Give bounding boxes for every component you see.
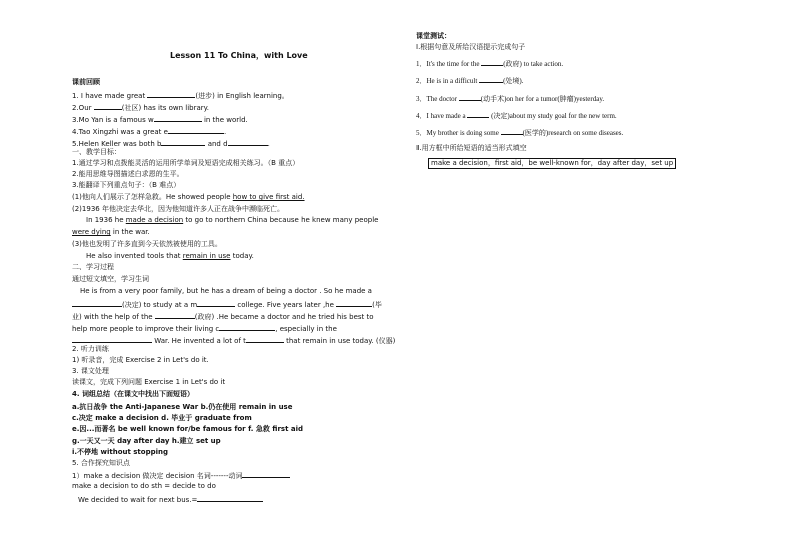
test-item-2: 2．He is in a difficult (处境). (416, 77, 524, 85)
coop-line-3: We decided to wait for next bus.= (78, 494, 263, 505)
review-item-4: 4.Tao Xingzhi was a great e . (72, 128, 227, 136)
review-item-5: 5.Helen Keller was both b and d . (72, 140, 270, 148)
review-heading: 课前回顾 (72, 78, 100, 86)
sentence-2-en-cont: were dying in the war. (72, 228, 150, 236)
process-subheading: 通过短文填空，学习生词 (72, 275, 149, 283)
sentence-1: (1)他向人们展示了怎样急救。He showed people how to give first aid. (72, 193, 305, 201)
coop-line-2: make a decision to do sth = decide to do (72, 482, 216, 490)
sentence-2-cn: (2)1936 年他决定去华北，因为他知道许多人正在战争中濒临死亡。 (72, 205, 284, 213)
phrase-line-2: c.决定 make a decision d. 毕业于 graduate from (72, 414, 252, 422)
page-title: Lesson 11 To China，with Love (170, 51, 308, 60)
test-heading: 课堂测试： (416, 32, 451, 40)
passage-line-3: 业) with the help of the (政府) .He became a doctor and he tried his best to (72, 313, 374, 321)
review-item-1: 1. I have made great (进步) in English learning。 (72, 92, 289, 100)
part-1-heading: Ⅰ.根据句意及所给汉语提示完成句子 (416, 43, 526, 51)
phrase-line-4: g.一天又一天 day after day h.建立 set up (72, 437, 221, 445)
phrase-heading: 4. 词组总结（在课文中找出下面短语） (72, 390, 194, 398)
goal-3: 3.能翻译下列重点句子：（B 难点） (72, 181, 181, 189)
text-heading: 3. 课文处理 (72, 367, 109, 375)
listening-task: 1) 听录音，完成 Exercise 2 in Let's do it. (72, 356, 209, 364)
passage-line-1: He is from a very poor family, but he has a dream of being a doctor . So he made a (80, 287, 372, 295)
sentence-3-en: He also invented tools that remain in use today. (86, 252, 254, 260)
test-item-4: 4．I have made a (决定)about my study goal for the new term. (416, 112, 617, 120)
sentence-3-cn: (3)他也发明了许多直到今天依然被使用的工具。 (72, 240, 222, 248)
sentence-2-en: In 1936 he made a decision to go to northern China because he knew many people (86, 216, 379, 224)
review-item-2: 2.Our (社区) has its own library. (72, 104, 209, 112)
test-item-3: 3．The doctor (动手术)on her for a tumor(肿瘤)yesterday. (416, 95, 605, 103)
test-item-5: 5．My brother is doing some (医学的)research on some diseases. (416, 129, 624, 137)
goal-1: 1.通过学习和点拨能灵活的运用所学单词及短语完成相关练习。（B 重点） (72, 159, 300, 167)
review-item-3: 3.Mo Yan is a famous w in the world. (72, 116, 248, 124)
test-item-1: 1．It's the time for the (政府) to take action. (416, 60, 564, 68)
process-heading: 二、学习过程 (72, 263, 114, 271)
listening-heading: 2. 听力训练 (72, 345, 109, 353)
phrase-box: make a decision，first aid，be well-known for，day after day，set up (428, 158, 676, 169)
passage-line-2: (决定) to study at a m college. Five years later ,he (毕 (72, 299, 382, 310)
phrase-line-3: e.因...而著名 be well known for/be famous for f. 急救 first aid (72, 425, 303, 433)
goal-2: 2.能用思维导图描述白求恩的生平。 (72, 170, 184, 178)
goals-heading: 一、教学目标： (72, 148, 121, 156)
passage-line-4: help more people to improve their living c , especially in the (72, 325, 337, 333)
text-task: 读课文，完成下列问题 Exercise 1 in Let's do it (72, 378, 226, 386)
phrase-line-1: a.抗日战争 the Anti-Japanese War b.仍在使用 remain in use (72, 403, 293, 411)
coop-line-1: 1）make a decision 做决定 decision 名词-------动词 (72, 470, 290, 481)
passage-line-5: War. He invented a lot of t that remain in use today. (仪器) (72, 335, 395, 346)
coop-heading: 5. 合作探究知识点 (72, 459, 130, 467)
phrase-line-5: i.不停地 without stopping (72, 448, 169, 456)
part-2-heading: Ⅱ.用方框中所给短语的适当形式填空 (416, 144, 527, 152)
